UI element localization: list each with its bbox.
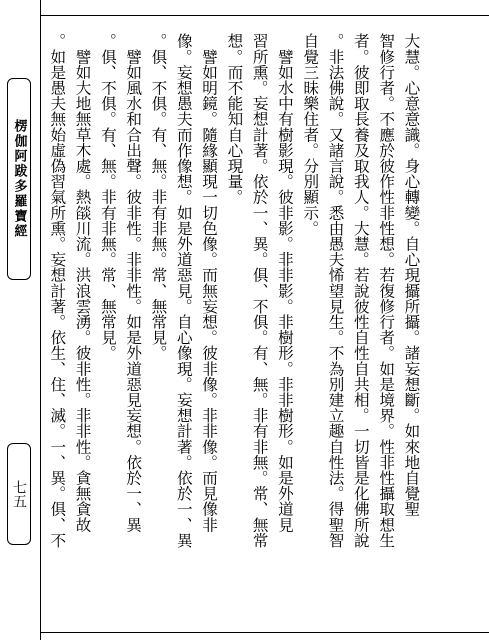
text-column: 譬如風水和合出聲。彼非性。非非性。如是外道惡見妄想。依於一、異 [124,33,143,533]
top-rule [40,15,489,16]
sutra-title: 楞伽阿跋多羅寶經 [7,78,31,280]
text-column: 。俱、不俱。有、無。非有非無。常、無常見。 [98,33,117,361]
page-number: 七五 [7,443,31,545]
margin-panel [0,0,41,640]
text-column: 想。而不能知自心現量。 [225,33,244,205]
text-column: 者。彼即取長養及取我人。大慧。若說彼性自性自共相。一切皆是化佛所說 [351,33,370,548]
text-column: 譬如大地無草木處。熱燄川流。洪浪雲湧。彼非性。非非性。貪無貪故 [73,33,92,533]
text-column: 自覺三昧樂住者。分別顯示。 [301,33,320,236]
text-column: 像。妄想愚夫而作像想。如是外道惡見。自心像現。妄想計著。依於一、異 [174,33,193,548]
text-column: 。如是愚夫無始虛偽習氣所熏。妄想計著。依生、住、滅。一、異。俱、不 [48,33,67,548]
text-column: 譬如水中有樹影現。彼非影。非非影。非樹形。非非樹形。如是外道見 [275,33,294,533]
text-column: 。非法佛說。又諸言說。悉由愚夫悕望見生。不為別建立趣自性法。得聖智 [326,33,345,548]
text-column: 習所熏。妄想計著。依於一、異。俱、不俱。有、無。非有非無。常、無常 [250,33,269,548]
text-column: 譬如明鏡。隨緣顯現一切色像。而無妄想。彼非像。非非像。而見像非 [200,33,219,533]
text-column: 智修行者。不應於彼作性非性想。若復修行者。如是境界。性非性攝取想生 [377,33,396,548]
sutra-text-area [44,33,474,628]
sutra-text [44,33,423,628]
text-column: 。俱、不俱。有、無。非有非無。常、無常見。 [149,33,168,361]
bottom-rule [40,632,489,633]
text-column: 大慧。心意意識。身心轉變。自心現攝所攝。諸妄想斷。如來地自覺聖 [402,33,421,517]
